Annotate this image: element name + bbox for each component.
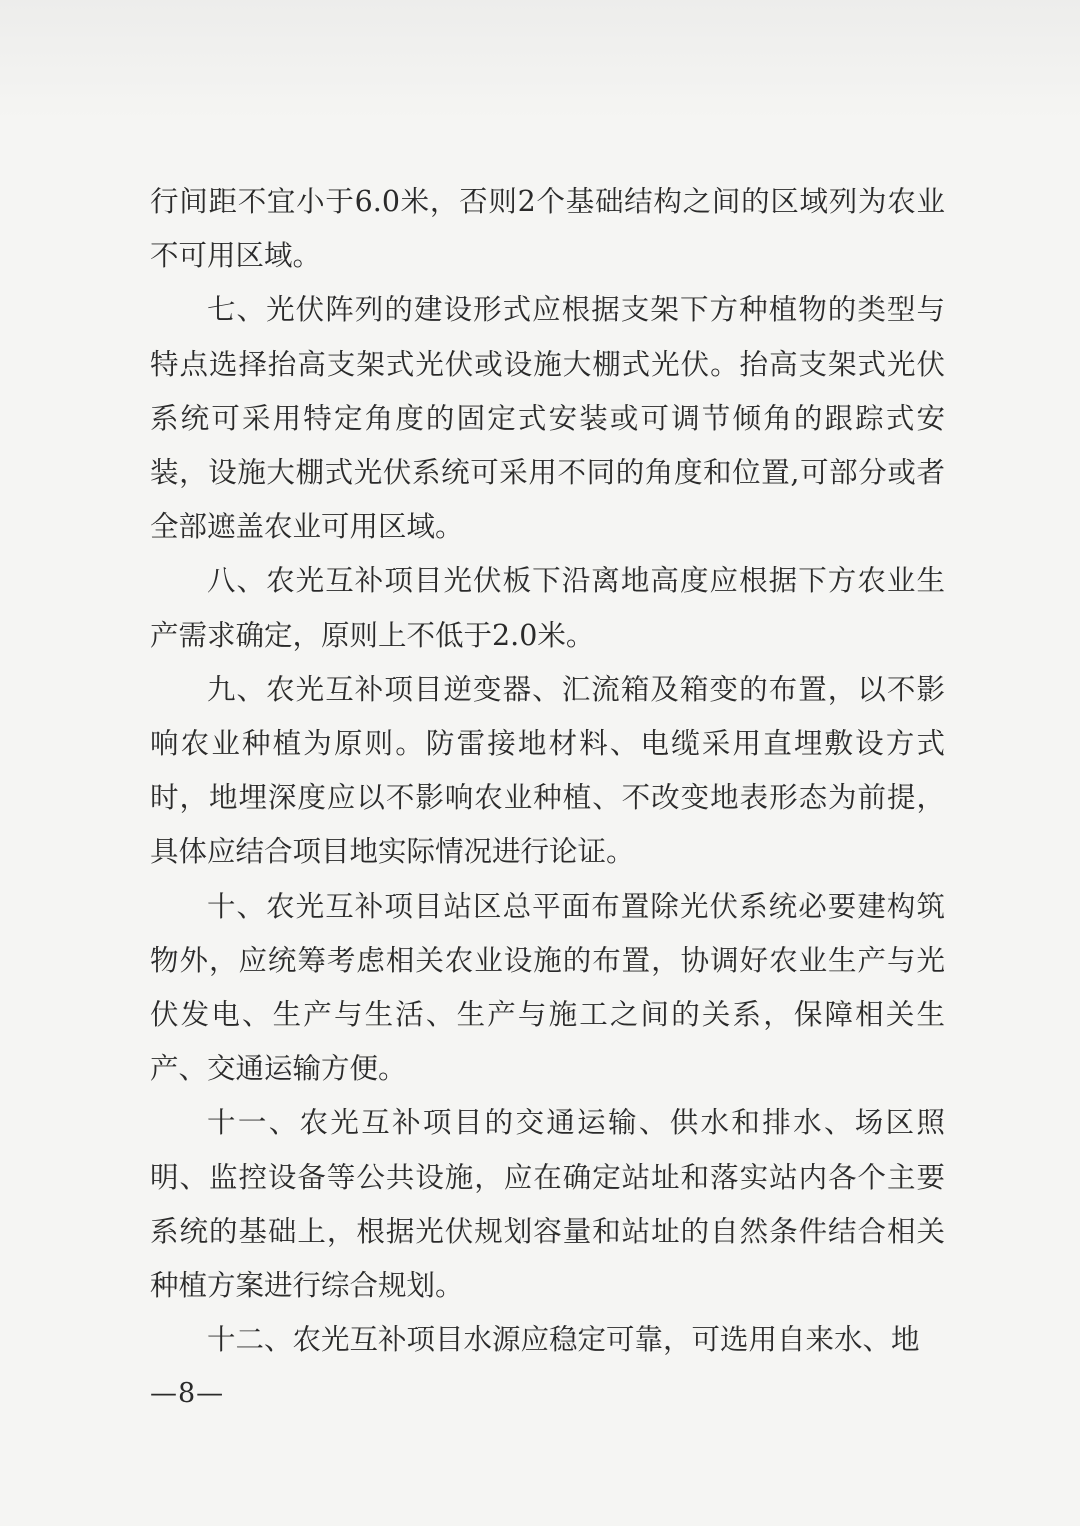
document-body: [150, 175, 945, 1367]
paragraph-item-7: 七、光伏阵列的建设形式应根据支架下方种植物的类型与特点选择抬高支架式光伏或设施大棚式光伏。抬高支架式光伏系统可采用特定角度的固定式安装或可调节倾角的跟踪式安装，设施大棚式光伏系统可采用不同的角度和位置,可部分或者全部遮盖农业可用区域。: [150, 293, 945, 544]
paragraph-item-9: 九、农光互补项目逆变器、汇流箱及箱变的布置，以不影响农业种植为原则。防雷接地材料、电缆采用直埋敷设方式时，地埋深度应以不影响农业种植、不改变地表形态为前提，具体应结合项目地实际情况进行论证。: [150, 672, 945, 869]
scan-shadow: [0, 0, 1080, 120]
paragraph-continuation: 行间距不宜小于6.0米，否则2个基础结构之间的区域列为农业不可用区域。: [150, 185, 945, 273]
paragraph-item-11: 十一、农光互补项目的交通运输、供水和排水、场区照明、监控设备等公共设施，应在确定站址和落实站内各个主要系统的基础上，根据光伏规划容量和站址的自然条件结合相关种植方案进行综合规划。: [150, 1106, 945, 1303]
paragraph-item-12: 十二、农光互补项目水源应稳定可靠，可选用自来水、地: [207, 1323, 920, 1357]
paragraph-item-10: 十、农光互补项目站区总平面布置除光伏系统必要建构筑物外，应统筹考虑相关农业设施的布置，协调好农业生产与光伏发电、生产与生活、生产与施工之间的关系，保障相关生产、交通运输方便。: [150, 889, 945, 1086]
page-number: —8—: [150, 1378, 225, 1409]
paragraph-item-8: 八、农光互补项目光伏板下沿离地高度应根据下方农业生产需求确定，原则上不低于2.0米。: [150, 564, 945, 652]
